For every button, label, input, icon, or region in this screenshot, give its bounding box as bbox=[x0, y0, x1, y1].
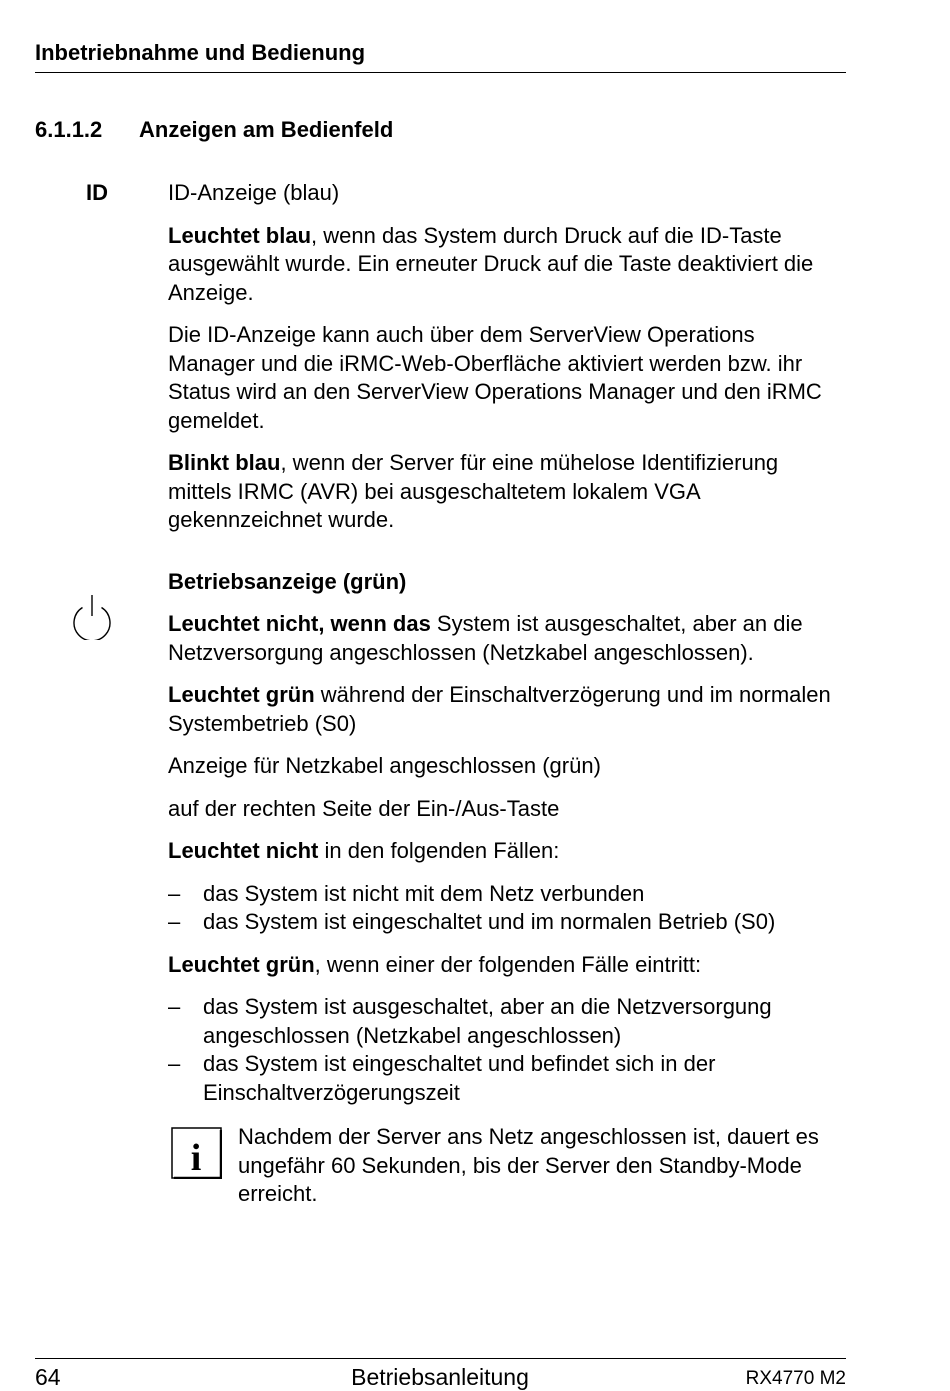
section-number: 6.1.1.2 bbox=[35, 117, 103, 142]
running-header: Inbetriebnahme und Bedienung bbox=[35, 40, 366, 65]
page-number: 64 bbox=[35, 1364, 61, 1390]
list-dash: – bbox=[168, 880, 181, 906]
id-paragraph-1 bbox=[168, 222, 840, 308]
list-item-text: das System ist eingeschaltet und befindet sich in der Einschaltverzögerungszeit bbox=[203, 1051, 716, 1105]
info-icon-glyph: i bbox=[190, 1137, 202, 1179]
footer-divider bbox=[35, 1358, 846, 1359]
id-indicator-label: ID bbox=[86, 180, 108, 205]
list-item-text: das System ist eingeschaltet und im normalen Betrieb (S0) bbox=[203, 909, 776, 934]
id-heading: ID-Anzeige (blau) bbox=[168, 180, 340, 205]
section-title: Anzeigen am Bedienfeld bbox=[139, 117, 394, 142]
power-p2-text: während der Einschaltverzögerung und im normalen Systembetrieb (S0) bbox=[168, 682, 831, 736]
note-text: Nachdem der Server ans Netz angeschlossen ist, dauert es ungefähr 60 Sekunden, bis der Server den Standby-Mode erreicht. bbox=[238, 1124, 819, 1206]
list-item bbox=[168, 993, 840, 1050]
power-paragraph-3: Anzeige für Netzkabel angeschlossen (grün) bbox=[168, 753, 601, 778]
id-p3-text: , wenn der Server für eine mühelose Identifizierung mittels IRMC (AVR) bei ausgeschaltetem lokalem VGA gekennzeichnet wurde. bbox=[168, 450, 779, 532]
power-paragraph-4: auf der rechten Seite der Ein-/Aus-Taste bbox=[168, 795, 560, 821]
green-cases-list bbox=[168, 993, 840, 1107]
power-heading-text: Betriebsanzeige (grün) bbox=[168, 568, 407, 594]
id-paragraph-2: Die ID-Anzeige kann auch über dem ServerView Operations Manager und die iRMC-Web-Oberfläche aktiviert werden bzw. ihr Status wird an den ServerView Operations Manager und den iRMC gemeldet. bbox=[168, 322, 822, 433]
list-item-text: das System ist ausgeschaltet, aber an die Netzversorgung angeschlossen (Netzkabel angeschlossen) bbox=[203, 994, 772, 1048]
power-heading bbox=[168, 568, 840, 597]
power-paragraph-2 bbox=[168, 681, 840, 738]
main-content bbox=[168, 179, 840, 1107]
id-p1-text: , wenn das System durch Druck auf die ID-Taste ausgewählt wurde. Ein erneuter Druck auf die Taste deaktiviert die Anzeige. bbox=[168, 222, 814, 305]
power-p6-text: , wenn einer der folgenden Fälle eintritt: bbox=[314, 951, 702, 977]
id-p1-emphasis: Leuchtet blau bbox=[168, 222, 312, 248]
id-paragraph-3 bbox=[168, 449, 840, 535]
power-paragraph-1 bbox=[168, 610, 840, 667]
power-paragraph-5 bbox=[168, 837, 840, 866]
power-p1-emphasis: Leuchtet nicht, wenn das bbox=[168, 611, 431, 636]
power-paragraph-6 bbox=[168, 951, 840, 980]
list-dash: – bbox=[168, 1051, 181, 1076]
list-dash: – bbox=[168, 909, 181, 934]
power-p5-emphasis: Leuchtet nicht bbox=[168, 838, 319, 863]
document-type: Betriebsanleitung bbox=[351, 1364, 529, 1390]
off-cases-list bbox=[168, 880, 840, 937]
list-item bbox=[168, 908, 840, 937]
power-icon bbox=[70, 594, 114, 640]
model-name: RX4770 M2 bbox=[745, 1368, 846, 1389]
header-divider bbox=[35, 72, 846, 73]
list-item-text: das System ist nicht mit dem Netz verbunden bbox=[203, 880, 645, 906]
power-p6-emphasis: Leuchtet grün bbox=[168, 951, 315, 977]
info-icon bbox=[171, 1127, 222, 1179]
list-item bbox=[168, 1050, 840, 1107]
list-dash: – bbox=[168, 994, 181, 1019]
power-p1-text: System ist ausgeschaltet, aber an die Netzversorgung angeschlossen (Netzkabel angeschlossen). bbox=[168, 611, 803, 665]
power-p2-emphasis: Leuchtet grün bbox=[168, 682, 315, 707]
list-item bbox=[168, 880, 840, 909]
id-p3-emphasis: Blinkt blau bbox=[168, 450, 281, 475]
power-p5-text: in den folgenden Fällen: bbox=[318, 838, 560, 863]
